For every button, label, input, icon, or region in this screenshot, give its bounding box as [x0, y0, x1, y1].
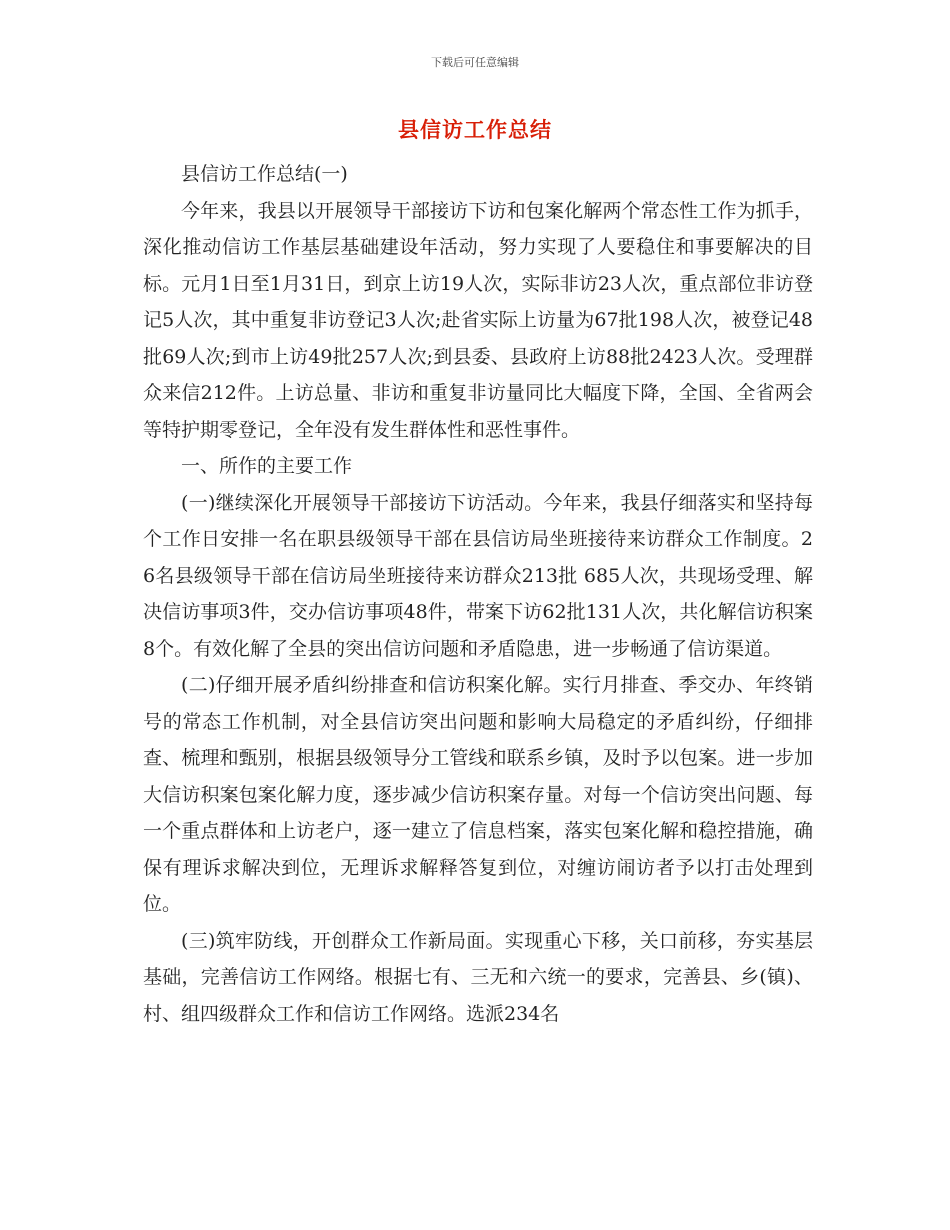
- header-note: 下载后可任意编辑: [431, 56, 519, 69]
- body-paragraph: (二)仔细开展矛盾纠纷排查和信访积案化解。实行月排查、季交办、年终销号的常态工作机制，对全县信访突出问题和影响大局稳定的矛盾纠纷，仔细排查、梳理和甄别，根据县级领导分工管线和联系乡镇，及时予以包案。进一步加大信访积案包案化解力度，逐步减少信访积案存量。对每一个信访突出问题、每一个重点群体和上访老户，逐一建立了信息档案，落实包案化解和稳控措施，确保有理诉求解决到位，无理诉求解释答复到位，对缠访闹访者予以打击处理到位。: [143, 674, 813, 915]
- section-heading: 一、所作的主要工作: [181, 455, 353, 477]
- intro-paragraph: 今年来，我县以开展领导干部接访下访和包案化解两个常态性工作为抓手，深化推动信访工作基层基础建设年活动，努力实现了人要稳住和事要解决的目标。元月1日至1月31日，到京上访19人次，实际非访23人次，重点部位非访登记5人次，其中重复非访登记3人次;赴省实际上访量为67批198人次，被登记48批69人次;到市上访49批257人次;到县委、县政府上访88批2423人次。受理群众来信212件。上访总量、非访和重复非访量同比大幅度下降，全国、全省两会等特护期零登记，全年没有发生群体性和恶性事件。: [143, 199, 813, 441]
- subtitle-paragraph: 县信访工作总结(一): [181, 163, 348, 185]
- document-body: [143, 156, 813, 1032]
- document-title: 县信访工作总结: [398, 118, 552, 142]
- body-paragraph: (一)继续深化开展领导干部接访下访活动。今年来，我县仔细落实和坚持每个工作日安排一名在职县级领导干部在县信访局坐班接待来访群众工作制度。26名县级领导干部在信访局坐班接待来访群众213批 685人次，共现场受理、解决信访事项3件，交办信访事项48件，带案下访62批131人次，共化解信访积案8个。有效化解了全县的突出信访问题和矛盾隐患，进一步畅通了信访渠道。: [143, 491, 813, 660]
- body-paragraph: (三)筑牢防线，开创群众工作新局面。实现重心下移，关口前移，夯实基层基础，完善信访工作网络。根据七有、三无和六统一的要求，完善县、乡(镇)、村、组四级群众工作和信访工作网络。选派234名: [143, 929, 813, 1025]
